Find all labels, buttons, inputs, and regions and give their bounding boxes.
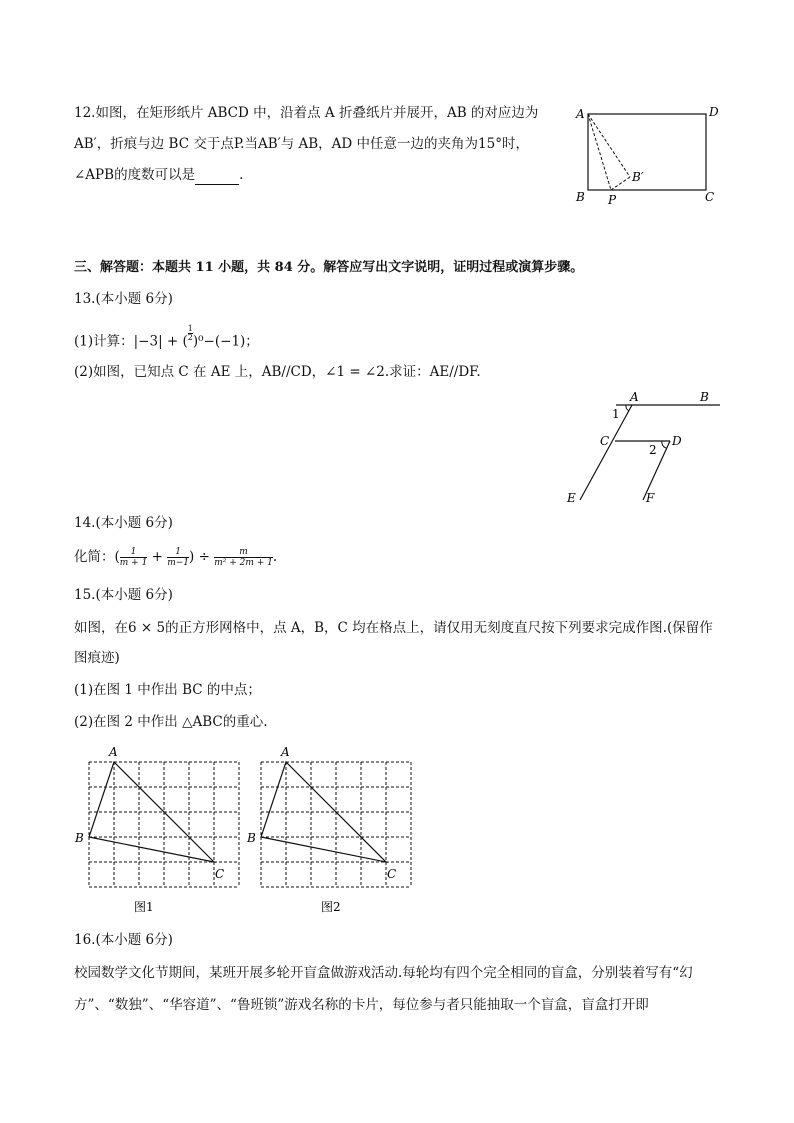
label-a: A bbox=[576, 107, 585, 121]
label-angle-2: 2 bbox=[649, 443, 657, 457]
q13-p1-suffix: )⁰−(−1)； bbox=[192, 333, 259, 350]
q13-title: 13.(本小题 6分) bbox=[74, 291, 173, 307]
label-b-prime: B′ bbox=[632, 170, 644, 184]
grid-figure-1 bbox=[72, 742, 252, 917]
divide-sign: ) ÷ bbox=[189, 549, 210, 565]
q15-part1: (1)在图 1 中作出 BC 的中点； bbox=[74, 682, 261, 698]
q13-part1 bbox=[74, 325, 259, 352]
label-b: B bbox=[576, 190, 585, 204]
q15-line1: 如图，在6 × 5的正方形网格中，点 A，B，C 均在格点上，请仅用无刻度直尺按下列要求完成作图.(保留作 bbox=[74, 620, 713, 636]
line-ab-prime bbox=[588, 114, 630, 177]
angle-2-arc bbox=[662, 441, 666, 448]
label-c: C bbox=[705, 190, 715, 204]
label-d: D bbox=[672, 434, 682, 448]
answer-blank bbox=[195, 170, 239, 185]
label-a: A bbox=[630, 390, 639, 404]
q12-line3: ∠APB的度数可以是 . bbox=[74, 167, 244, 183]
grid-figure-2 bbox=[244, 742, 424, 917]
q12-rectangle-figure bbox=[568, 100, 728, 210]
q14-prefix: 化简：( bbox=[74, 549, 120, 565]
label-a: A bbox=[281, 745, 290, 759]
q12-line1: 12.如图，在矩形纸片 ABCD 中，沿着点 A 折叠纸片并展开，AB 的对应边为 bbox=[74, 105, 539, 121]
q16-line1: 校园数学文化节期间，某班开展多轮开盲盒做游戏活动.每轮均有四个完全相同的盲盒，分别装着写有“幻 bbox=[74, 965, 693, 981]
label-c: C bbox=[387, 867, 397, 881]
q15-part2: (2)在图 2 中作出 △ABC的重心. bbox=[74, 714, 268, 730]
line-pb-prime bbox=[611, 177, 630, 190]
label-f: F bbox=[646, 491, 655, 505]
label-b: B bbox=[700, 390, 709, 404]
q13-part2: (2)如图，已知点 C 在 AE 上，AB//CD，∠1 = ∠2.求证：AE//DF. bbox=[74, 364, 481, 380]
q13-p1-prefix: (1)计算：|−3| + ( bbox=[74, 333, 188, 350]
q12-line3-text: ∠APB的度数可以是 bbox=[74, 167, 196, 183]
q14-expression: 化简：( $\frac{1}{m + 1}$ + $\frac{1}{m-1}$ ) ÷ $\frac{m}{\text{m² + 2m + 1}}$ . bbox=[74, 547, 278, 568]
q15-line2: 图痕迹) bbox=[74, 650, 120, 666]
fold-line-ap bbox=[588, 114, 611, 190]
line-ae bbox=[580, 405, 632, 500]
label-c: C bbox=[600, 434, 610, 448]
q16-title: 16.(本小题 6分) bbox=[74, 932, 173, 948]
fraction-3: $\frac{m}{\text{m² + 2m + 1}}$ bbox=[214, 547, 273, 568]
fig1-caption: 图1 bbox=[134, 900, 154, 914]
section-heading: 三、解答题：本题共 11 小题，共 84 分。解答应写出文字说明，证明过程或演算步骤。 bbox=[74, 260, 584, 275]
q14-title: 14.(本小题 6分) bbox=[74, 515, 173, 531]
fraction-half: $\frac{1}{2}$ bbox=[187, 324, 193, 342]
fraction-2: $\frac{1}{m-1}$ bbox=[167, 547, 190, 568]
rectangle-abcd bbox=[588, 114, 706, 190]
label-c: C bbox=[215, 867, 225, 881]
q16-line2: 方”、“数独”、“华容道”、“鲁班锁”游戏名称的卡片，每位参与者只能抽取一个盲盒，盲盒打开即 bbox=[74, 997, 649, 1013]
plus-sign: + bbox=[151, 549, 163, 565]
label-angle-1: 1 bbox=[612, 407, 620, 421]
label-b: B bbox=[247, 831, 256, 845]
label-a: A bbox=[109, 745, 118, 759]
fraction-1: $\frac{1}{m + 1}$ bbox=[119, 547, 148, 568]
label-b: B bbox=[75, 831, 84, 845]
fig2-caption: 图2 bbox=[321, 900, 341, 914]
q15-title: 15.(本小题 6分) bbox=[74, 587, 173, 603]
label-p: P bbox=[608, 193, 617, 207]
label-d: D bbox=[709, 105, 719, 119]
q12-line2: AB′，折痕与边 BC 交于点P.当AB′与 AB，AD 中任意一边的夹角为15°时， bbox=[74, 136, 529, 152]
label-e: E bbox=[567, 491, 576, 505]
q13-parallel-lines-figure bbox=[560, 388, 730, 508]
